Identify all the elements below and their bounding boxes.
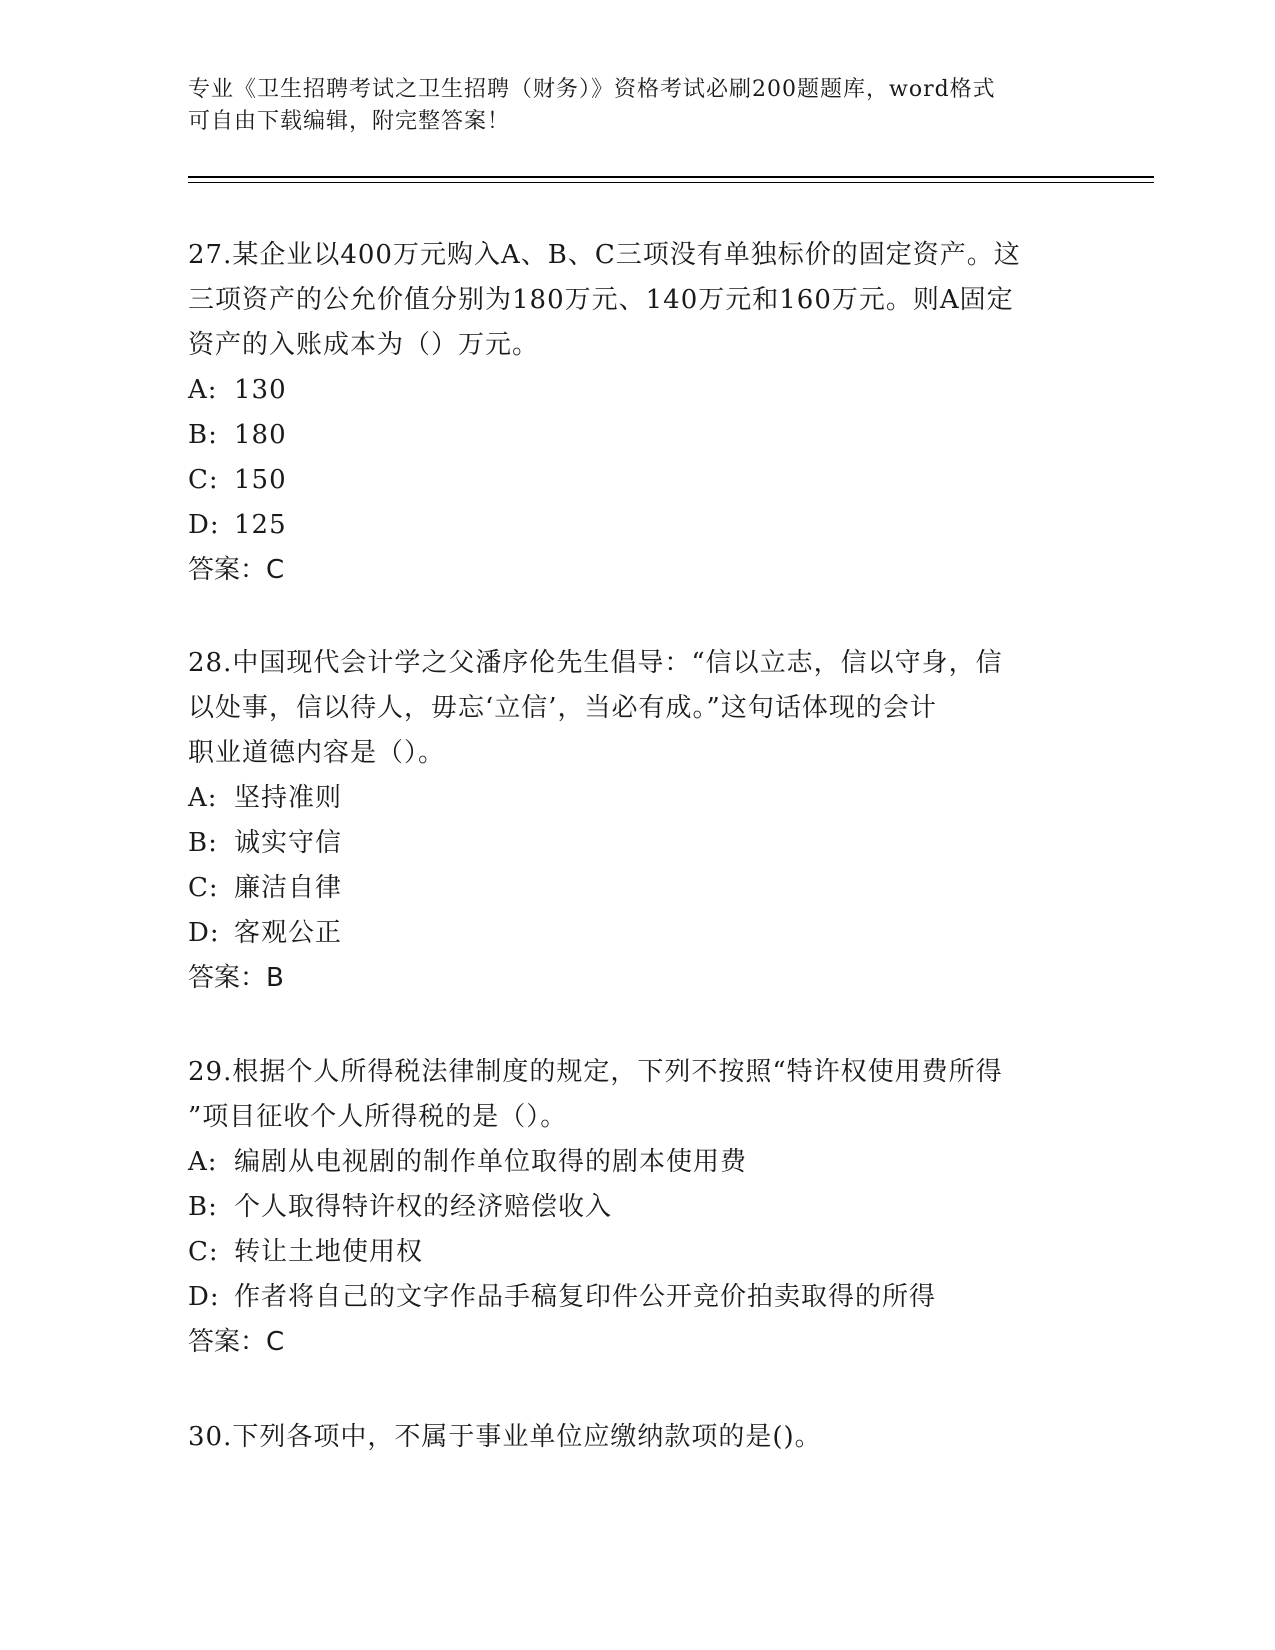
option-text: 诚实守信	[234, 828, 343, 858]
option-key: D:	[188, 1282, 220, 1312]
option-text: 转让土地使用权	[234, 1237, 424, 1267]
option-key: B:	[188, 828, 218, 858]
option-a	[188, 776, 1088, 821]
question-line: 三项资产的公允价值分别为180万元、140万元和160万元。则A固定	[188, 285, 1014, 315]
question-line: 29.根据个人所得税法律制度的规定，下列不按照“特许权使用费所得	[188, 1057, 1003, 1087]
option-a	[188, 368, 1088, 413]
option-text: 作者将自己的文字作品手稿复印件公开竞价拍卖取得的所得	[234, 1282, 937, 1312]
question-block	[188, 1415, 1088, 1460]
option-d	[188, 1275, 1088, 1320]
answer-line: 答案：C	[188, 555, 285, 585]
option-key: A:	[188, 1147, 218, 1177]
question-line: 职业道德内容是（）。	[188, 738, 446, 768]
question-block	[188, 1050, 1088, 1365]
option-key: A:	[188, 375, 218, 405]
header-divider	[188, 182, 1154, 183]
option-c	[188, 866, 1088, 911]
question-text	[188, 641, 1088, 776]
question-block	[188, 641, 1088, 1001]
question-block	[188, 233, 1088, 593]
option-key: B:	[188, 1192, 218, 1222]
question-text	[188, 1050, 1088, 1140]
option-key: C:	[188, 873, 219, 903]
option-b	[188, 821, 1088, 866]
question-line: ”项目征收个人所得税的是（）。	[188, 1102, 568, 1132]
header-line: 可自由下载编辑，附完整答案！	[188, 109, 511, 134]
question-text	[188, 1415, 1088, 1460]
option-key: D:	[188, 510, 220, 540]
option-text: 坚持准则	[234, 783, 343, 813]
option-key: C:	[188, 465, 219, 495]
question-line: 资产的入账成本为（）万元。	[188, 330, 540, 360]
option-d	[188, 911, 1088, 956]
question-line: 27.某企业以400万元购入A、B、C三项没有单独标价的固定资产。这	[188, 240, 1021, 270]
option-key: A:	[188, 783, 218, 813]
question-line: 30.下列各项中，不属于事业单位应缴纳款项的是()。	[188, 1422, 822, 1452]
option-text: 廉洁自律	[234, 873, 343, 903]
option-text: 个人取得特许权的经济赔偿收入	[234, 1192, 613, 1222]
option-c	[188, 458, 1088, 503]
option-text: 130	[234, 375, 287, 405]
option-b	[188, 413, 1088, 458]
answer-line: 答案：C	[188, 1327, 285, 1357]
option-text: 客观公正	[234, 918, 343, 948]
option-key: B:	[188, 420, 218, 450]
answer-line: 答案：B	[188, 963, 284, 993]
question-line: 28.中国现代会计学之父潘序伦先生倡导：“信以立志，信以守身，信	[188, 648, 1003, 678]
question-text	[188, 233, 1088, 368]
option-text: 125	[234, 510, 287, 540]
option-b	[188, 1185, 1088, 1230]
option-text: 150	[234, 465, 287, 495]
option-c	[188, 1230, 1088, 1275]
header-divider	[188, 176, 1154, 178]
option-d	[188, 503, 1088, 548]
option-text: 180	[234, 420, 287, 450]
option-key: D:	[188, 918, 220, 948]
option-key: C:	[188, 1237, 219, 1267]
option-a	[188, 1140, 1088, 1185]
header-line: 专业《卫生招聘考试之卫生招聘（财务）》资格考试必刷200题题库，word格式	[188, 77, 996, 102]
option-text: 编剧从电视剧的制作单位取得的剧本使用费	[234, 1147, 748, 1177]
question-line: 以处事，信以待人，毋忘‘立信’，当必有成。”这句话体现的会计	[188, 693, 937, 723]
document-header	[188, 74, 1088, 138]
